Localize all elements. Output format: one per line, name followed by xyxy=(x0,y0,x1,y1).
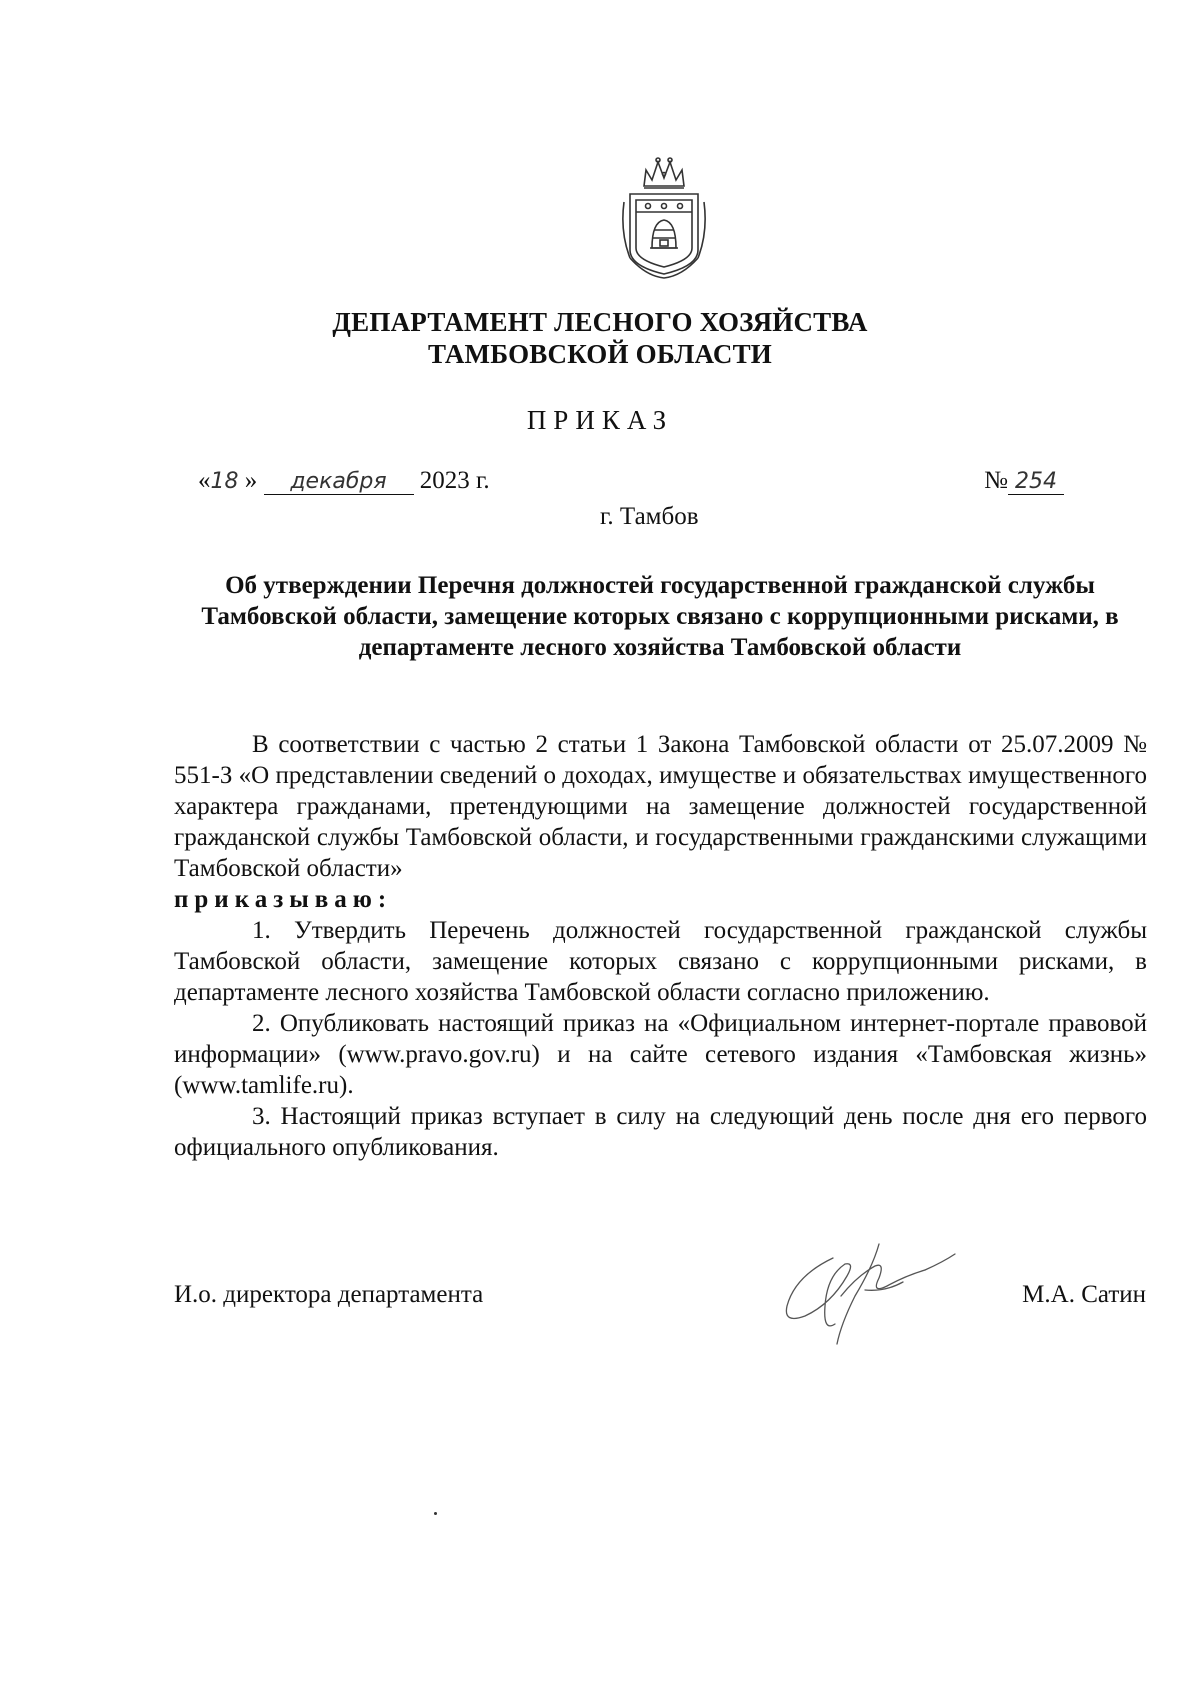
date-quote-close: » xyxy=(244,467,258,494)
signatory-role: И.о. директора департамента xyxy=(174,1281,484,1308)
order-subject: Об утверждении Перечня должностей государственной гражданской службы Тамбовской области, замещение которых связано с коррупционными рисками, в департаменте лесного хозяйства Тамбовской области xyxy=(201,572,1119,661)
number-prefix: № xyxy=(984,467,1008,494)
order-item: 2. Опубликовать настоящий приказ на «Официальном интернет-портале правовой информации» (www.pravo.gov.ru) и на сайте сетевого издания «Тамбовская жизнь» (www.tamlife.ru). xyxy=(174,1010,1147,1099)
signature-handwritten xyxy=(775,1236,965,1346)
preamble-paragraph: В соответствии с частью 2 статьи 1 Закона Тамбовской области от 25.07.2009 № 551-З «О представлении сведений о доходах, имуществе и обязательствах имущественного характера гражданами, претендующими на замещение должностей государственной гражданской службы Тамбовской области, и государственными гражданскими служащими Тамбовской области» xyxy=(174,731,1147,882)
order-word: приказываю: xyxy=(174,886,393,913)
number-value: 254 xyxy=(1008,470,1064,495)
department-name-line2: ТАМБОВСКОЙ ОБЛАСТИ xyxy=(427,339,773,369)
date-year: 2023 г. xyxy=(419,467,490,494)
coat-of-arms-icon xyxy=(616,152,712,280)
order-number xyxy=(984,467,1064,495)
department-name-line1: ДЕПАРТАМЕНТ ЛЕСНОГО ХОЗЯЙСТВА xyxy=(332,307,868,337)
date-day: 18 xyxy=(210,469,239,494)
date-month: декабря xyxy=(264,470,414,495)
city: г. Тамбов xyxy=(600,503,699,530)
order-item: 1. Утвердить Перечень должностей государственной гражданской службы Тамбовской области, замещение которых связано с коррупционными рисками, в департаменте лесного хозяйства Тамбовской области согласно приложению. xyxy=(174,917,1147,1006)
order-item: 3. Настоящий приказ вступает в силу на следующий день после дня его первого официального опубликования. xyxy=(174,1103,1147,1161)
order-date xyxy=(198,467,490,495)
order-body xyxy=(174,729,1147,1163)
date-quote-open: « xyxy=(198,467,211,494)
document-type: ПРИКАЗ xyxy=(526,405,674,435)
signatory-name: М.А. Сатин xyxy=(1022,1281,1146,1308)
scan-speck xyxy=(434,1512,437,1515)
